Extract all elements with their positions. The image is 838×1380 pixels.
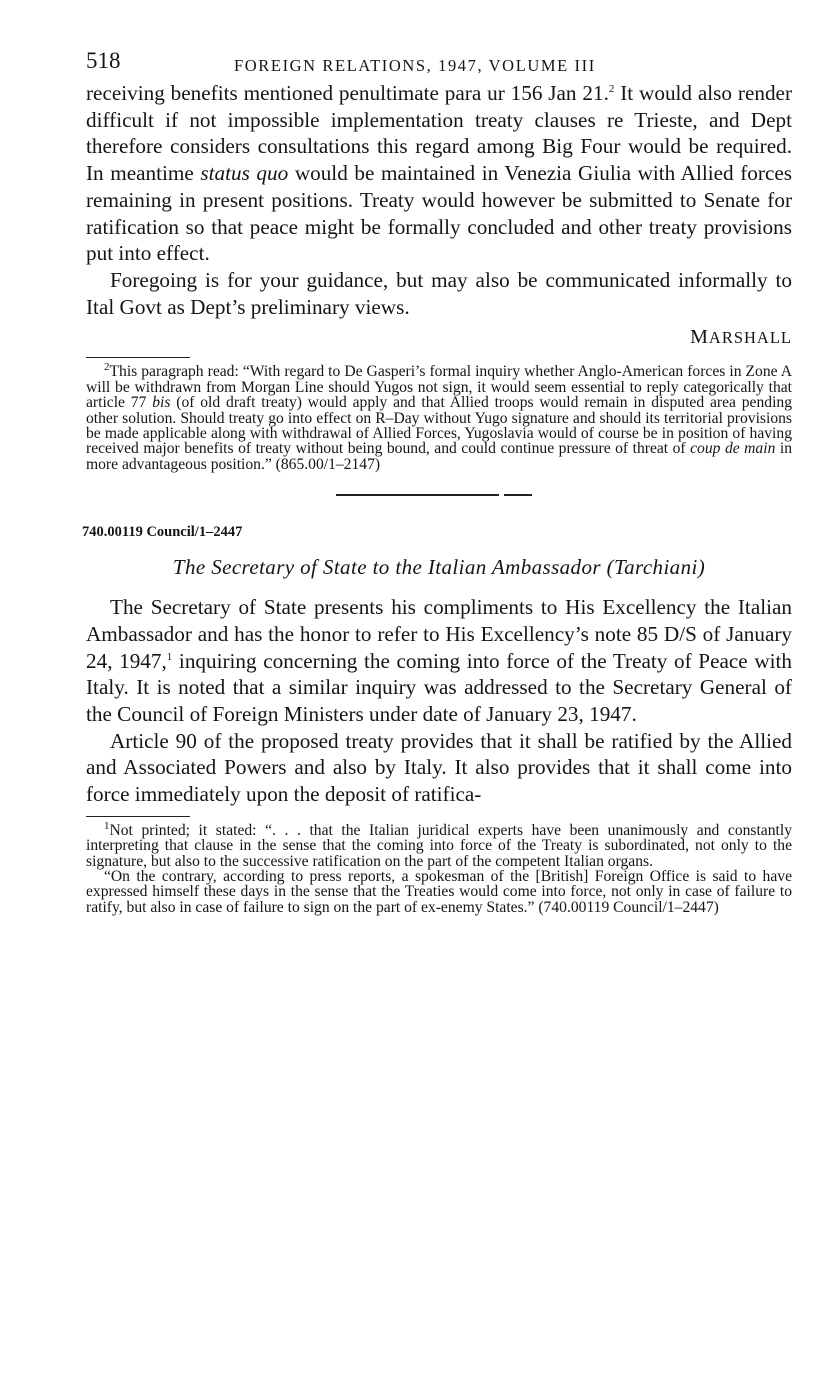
document-title: The Secretary of State to the Italian Ambassador (Tarchiani)	[172, 555, 706, 580]
addressee-name: Tarchiani	[613, 555, 698, 580]
section-separator	[86, 482, 792, 506]
running-title: FOREIGN RELATIONS, 1947, VOLUME III	[234, 56, 596, 75]
page-header	[86, 48, 792, 80]
page-number: 518	[86, 48, 121, 73]
file-number: 740.00119 Council/1–2447	[82, 524, 243, 541]
footnote-ref-1: 1	[166, 650, 173, 663]
footnote-divider	[86, 357, 190, 358]
footnote-divider	[86, 816, 190, 817]
footnote-ref-2: 2	[608, 82, 615, 95]
footnote-1: $^1$Not printed; it stated: “. . . that the Italian juridical experts have been unanimously and constantly interpreting that clause in the sense that the coming into force of the Treaty is subordinated, not only to the signature, but also to the successive ratification on the part of the competent Italian organs.	[86, 819, 792, 870]
paragraph-article-90: Article 90 of the proposed treaty provides that it shall be ratified by the Allied and Associated Powers and also by Italy. It also provides that it shall come into force immediately upon the deposit of ratifica-	[86, 728, 792, 807]
paragraph-compliments: The Secretary of State presents his compliments to His Excellency the Italian Ambassador and has the honor to refer to His Excellency’s note 85 D/S of January 24, 1947,$^1$ inquiring concerning the coming into force of the Treaty of Peace with Italy. It is noted that a similar inquiry was addressed to the Secretary General of the Council of Foreign Ministers under date of January 23, 1947.	[86, 595, 792, 726]
paragraph-continuation: receiving benefits mentioned penultimate para ur 156 Jan 21.$^2$ It would also render difficult if not impossible implementation treaty clauses re Trieste, and Dept therefore considers consultations this regard among Big Four would be required. In meantime status quo would be maintained in Venezia Giulia with Allied forces remaining in present positions. Treaty would however be submitted to Senate for ratification so that peace might be formally concluded and other treaty provisions put into effect.	[86, 81, 792, 266]
footnote-2: $^2$This paragraph read: “With regard to De Gasperi’s formal inquiry whether Anglo-American forces in Zone A will be withdrawn from Morgan Line should Yugos not sign, it would seem essential to reply categorically that article 77 bis (of old draft treaty) would apply and that Allied troops would remain in disputed area pending other solution. Should treaty go into effect on R–Day without Yugo signature and should its territorial provisions be made applicable along with withdrawal of Allied Forces, Yugoslavia would of course be in position of having received major benefits of treaty without being bound, and could continue pressure of threat of coup de main in more advantageous position.” (865.00/1–2147)	[86, 361, 793, 473]
document-body	[86, 594, 792, 808]
signature: MARSHALL	[690, 326, 792, 349]
footnote-1-continued: “On the contrary, according to press reports, a spokesman of the [British] Foreign Office is said to have expressed himself these days in the sense that the Treaties would come into force, not only in case of failure to ratify, but also in case of failure to sign on the part of ex-enemy States.” (740.00119 Council/1–2447)	[86, 868, 792, 916]
document-page	[82, 48, 793, 916]
paragraph-guidance: Foregoing is for your guidance, but may also be communicated informally to Ital Govt as Dept’s preliminary views.	[86, 267, 792, 319]
